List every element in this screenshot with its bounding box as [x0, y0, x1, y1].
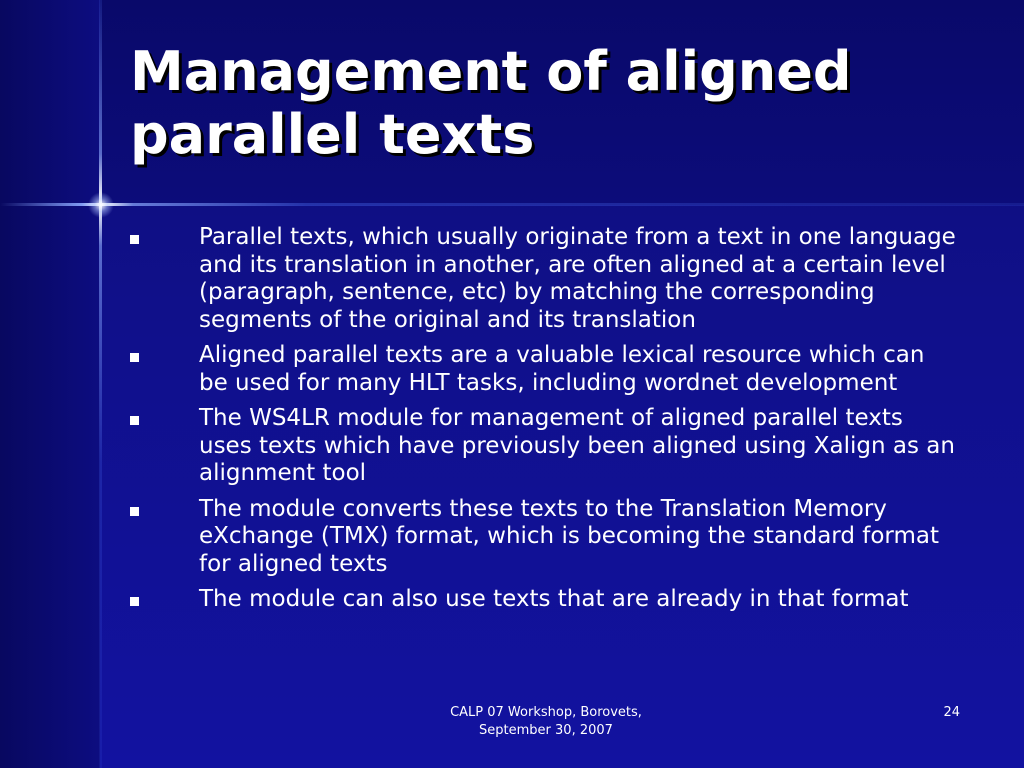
bullet-text: The module converts these texts to the Translation Memory eXchange (TMX) format, which is becoming the standard format for aligned texts	[199, 495, 939, 577]
sparkle-star-icon	[88, 192, 114, 218]
sparkle-vertical-line	[99, 0, 102, 768]
bullet-text: The WS4LR module for management of aligned parallel texts uses texts which have previously been aligned using Xalign as an alignment tool	[199, 405, 955, 486]
bullet-text: Parallel texts, which usually originate from a text in one language and its translation in another, are often aligned at a certain level (paragraph, sentence, etc) by matching the corresponding segments of the original and its translation	[199, 224, 956, 333]
slide-footer	[380, 704, 712, 740]
square-bullet-icon	[130, 416, 139, 425]
square-bullet-icon	[130, 507, 139, 516]
page-number: 24	[943, 705, 960, 720]
bullet-list	[130, 224, 960, 622]
left-decorative-band	[0, 0, 100, 768]
footer-line-2: September 30, 2007	[479, 723, 613, 738]
bullet-item	[130, 586, 960, 614]
bullet-text: The module can also use texts that are already in that format	[199, 586, 909, 612]
bullet-item	[130, 342, 960, 397]
sparkle-horizontal-line	[0, 203, 1024, 206]
bullet-text: Aligned parallel texts are a valuable lexical resource which can be used for many HLT tasks, including wordnet development	[199, 342, 925, 396]
square-bullet-icon	[130, 597, 139, 606]
bullet-item	[130, 224, 960, 334]
bullet-item	[130, 405, 960, 488]
square-bullet-icon	[130, 235, 139, 244]
footer-line-1: CALP 07 Workshop, Borovets,	[450, 705, 642, 720]
bullet-item	[130, 496, 960, 579]
square-bullet-icon	[130, 353, 139, 362]
slide-title: Management of aligned parallel texts	[130, 40, 852, 166]
